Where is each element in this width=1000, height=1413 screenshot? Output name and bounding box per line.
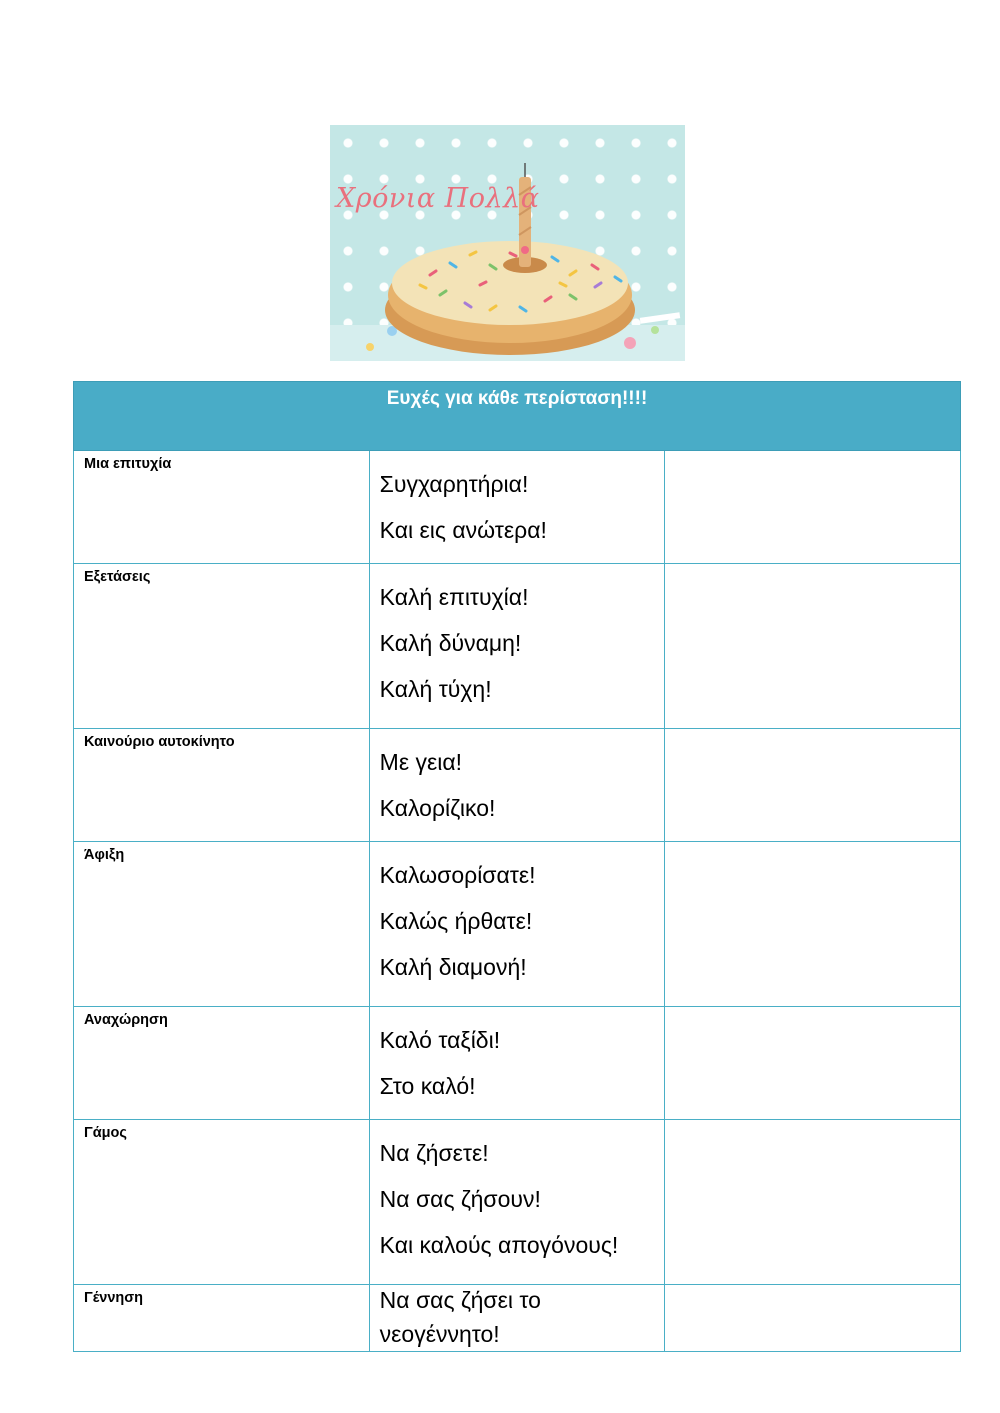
occasion-cell [74, 842, 370, 1007]
empty-cell [665, 729, 961, 842]
occasion-label: Γέννηση [84, 1290, 144, 1306]
empty-cell [665, 451, 961, 564]
empty-cell [665, 564, 961, 729]
occasion-label: Καινούριο αυτοκίνητο [84, 734, 235, 750]
wish-text: Καλορίζικο! [379, 795, 496, 821]
wish-text: Και καλούς απογόνους! [379, 1232, 619, 1258]
wish-text: Καλώς ήρθατε! [379, 908, 533, 934]
wishes-table [73, 381, 961, 1352]
wish-text: Στο καλό! [379, 1073, 476, 1099]
table-title: Ευχές για κάθε περίσταση!!!! [386, 388, 648, 409]
wishes-cell [369, 564, 665, 729]
wish-text: Καλωσορίσατε! [379, 862, 536, 888]
wish-text: Καλή τύχη! [379, 676, 492, 702]
occasion-cell [74, 564, 370, 729]
wish-text: Με γεια! [379, 749, 463, 775]
wish-text: Καλή διαμονή! [379, 954, 527, 980]
occasion-label: Εξετάσεις [84, 569, 151, 585]
table-row [74, 451, 961, 564]
occasion-label: Μια επιτυχία [84, 456, 172, 472]
wishes-cell [369, 729, 665, 842]
empty-cell [665, 1007, 961, 1120]
wishes-cell [369, 842, 665, 1007]
wish-text: Καλή δύναμη! [379, 630, 522, 656]
wish-text: Να σας ζήσει το νεογέννητο! [379, 1287, 541, 1347]
occasion-label: Άφιξη [84, 847, 125, 863]
table-title-cell [74, 382, 961, 451]
occasion-label: Αναχώρηση [84, 1012, 168, 1028]
occasion-cell [74, 729, 370, 842]
empty-cell [665, 842, 961, 1007]
occasion-cell [74, 451, 370, 564]
table-row [74, 564, 961, 729]
occasion-label: Γάμος [84, 1125, 127, 1141]
wishes-cell [369, 1007, 665, 1120]
occasion-cell [74, 1007, 370, 1120]
wish-text: Να ζήσετε! [379, 1140, 489, 1166]
table-row [74, 1285, 961, 1352]
picture-caption: Χρόνια Πολλά [336, 183, 540, 214]
wish-text: Και εις ανώτερα! [379, 517, 547, 543]
wish-text: Καλό ταξίδι! [379, 1027, 501, 1053]
occasion-cell [74, 1285, 370, 1352]
birthday-donut-picture [330, 125, 685, 361]
table-row [74, 1120, 961, 1285]
occasion-cell [74, 1120, 370, 1285]
wish-text: Καλή επιτυχία! [379, 584, 529, 610]
wishes-cell [369, 1285, 665, 1352]
wish-text: Συγχαρητήρια! [379, 471, 529, 497]
donut-illustration [330, 125, 685, 361]
empty-cell [665, 1285, 961, 1352]
wishes-cell [369, 451, 665, 564]
table-row [74, 1007, 961, 1120]
wishes-cell [369, 1120, 665, 1285]
table-row [74, 842, 961, 1007]
empty-cell [665, 1120, 961, 1285]
table-row [74, 729, 961, 842]
table-header-row [74, 382, 961, 451]
wish-text: Να σας ζήσουν! [379, 1186, 541, 1212]
